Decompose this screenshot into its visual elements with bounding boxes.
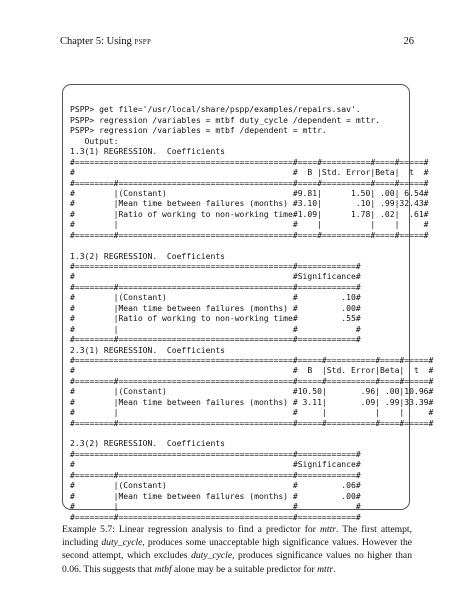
listing-line: #========#====================================#====#==========#====#=====# [70, 230, 429, 240]
listing-line: Output: [70, 136, 119, 146]
listing-line: 2.3(2) REGRESSION. Coefficients [70, 439, 226, 449]
listing-line: PSPP> regression /variables = mtbf /dependent = mttr. [70, 126, 327, 136]
listing-line: #========#====================================#=====#==========#====#=====# [70, 376, 434, 386]
listing-line: 1.3(2) REGRESSION. Coefficients [70, 251, 226, 261]
listing-line [70, 241, 433, 251]
listing-line: #=============================================#====#==========#====#=====# [70, 157, 429, 167]
listing-line: # # B |Std. Error|Beta| t # [70, 366, 434, 376]
listing-line: # |(Constant) # .06# [70, 481, 361, 491]
listing-line: #========#====================================#=====#==========#====#=====# [70, 418, 434, 428]
listing-line: # | # | | | # [70, 220, 429, 230]
listing-line: #=============================================#============# [70, 449, 361, 459]
caption-text: alone may be a suitable predictor for [171, 563, 318, 575]
chapter-prefix: Chapter 5: Using [60, 36, 135, 47]
listing-line: # |Ratio of working to non-working time# .55# [70, 314, 361, 324]
listing-line: # |(Constant) #10.50| .96| .00|10.96# [70, 387, 434, 397]
caption-text: , produces significance values no higher than 0.06. This suggests that [62, 550, 412, 575]
chapter-title [60, 36, 151, 47]
listing-line: # |Mean time between failures (months) # 3.11| .09| .99|33.39# [70, 397, 434, 407]
page-number: 26 [403, 36, 414, 47]
listing-line: # | # # [70, 502, 361, 512]
caption-variable: mtbf [154, 563, 172, 575]
running-header [60, 36, 414, 50]
listing-line: # | # | | | # [70, 408, 434, 418]
listing-line: # |Mean time between failures (months) # .00# [70, 491, 361, 501]
listing-line: #=============================================#============# [70, 262, 361, 271]
listing-line: # #Significance# [70, 272, 361, 282]
example-caption [62, 523, 412, 576]
listing-line: # |Ratio of working to non-working time#1.09| 1.78| .02| .61# [70, 209, 429, 219]
listing-line: # |(Constant) #9.81| 1.50| .00| 6.54# [70, 188, 429, 198]
caption-variable: duty_cycle [101, 537, 143, 549]
listing-line: PSPP> regression /variables = mtbf duty_cycle /dependent = mttr. [70, 115, 381, 125]
caption-variable: mttr [317, 563, 334, 575]
listing-line: #========#====================================#============# [70, 512, 361, 522]
listing-line [70, 429, 433, 439]
listing-line: #========#====================================#============# [70, 282, 361, 292]
listing-line: PSPP> get file='/usr/local/share/pspp/examples/repairs.sav'. [70, 105, 361, 115]
listing-line: # |Mean time between failures (months) # .00# [70, 303, 361, 313]
listing-line: #========#====================================#============# [70, 335, 361, 345]
caption-variable: duty_cycle [191, 550, 233, 562]
caption-text: . The first attempt, including [62, 524, 412, 549]
listing-line: # |(Constant) # .10# [70, 293, 361, 303]
listing-line: # # B |Std. Error|Beta| t # [70, 168, 429, 178]
listing-line: # | # # [70, 324, 361, 334]
listing-line: 2.3(1) REGRESSION. Coefficients [70, 345, 226, 355]
listing-line [70, 95, 433, 105]
listing-line: #========#====================================#====#==========#====#=====# [70, 178, 429, 188]
caption-variable: mttr [319, 524, 336, 535]
program-name: pspp [134, 36, 152, 47]
listing-line: #========#====================================#============# [70, 470, 361, 480]
listing-line: # #Significance# [70, 460, 361, 470]
caption-text: . [333, 563, 336, 575]
caption-text: Example 5.7: Linear regression analysis to find a predictor for [62, 524, 320, 535]
listing-line: # |Mean time between failures (months) #3.10| .10| .99|32.43# [70, 199, 429, 209]
listing-line: 1.3(1) REGRESSION. Coefficients [70, 147, 226, 157]
listing-line: #=============================================#=====#==========#====#=====# [70, 355, 434, 365]
code-listing [70, 95, 433, 523]
caption-text: , produces some unacceptable high significance values. However the second attempt, which excludes [62, 537, 412, 562]
